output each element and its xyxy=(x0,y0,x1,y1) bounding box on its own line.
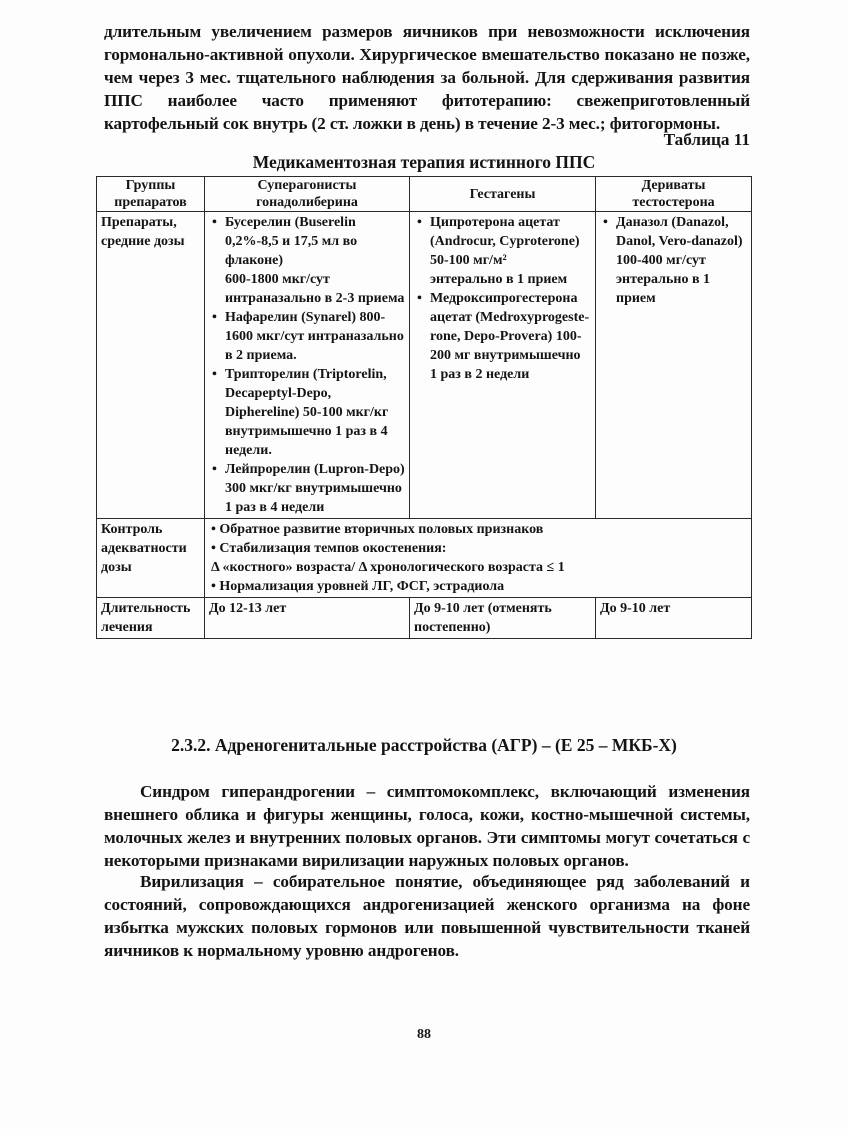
cell-gestagens xyxy=(410,212,596,519)
table-row-duration xyxy=(97,598,752,639)
duration-testosterone: До 9-10 лет xyxy=(596,598,752,639)
criterion-item: • Стабилизация темпов окостенения: xyxy=(211,541,447,556)
row-label-drugs: Препараты, средние дозы xyxy=(97,212,205,519)
drug-item-medroxyprogesterone: • Медроксипрогестерона ацетат (Medroxyprogeste-rone, Depo-Provera) 100-200 мг внутримышечно 1 раз в 2 недели xyxy=(414,289,591,384)
drug-item-cyproterone: • Ципротерона ацетат (Androcur, Cyproterone) 50-100 мг/м² энтерально в 1 прием xyxy=(414,213,591,289)
drug-item-leuprorelin: • Лейпрорелин (Lupron-Depo) 300 мкг/кг внутримышечно 1 раз в 4 недели xyxy=(209,460,405,517)
paragraph-virilization: Вирилизация – собирательное понятие, объединяющее ряд заболеваний и состояний, сопровождающихся андрогенизацией женского организма на фоне избытка мужских половых гормонов или повышенной чувствительности тканей яичников к нормальному уровню андрогенов. xyxy=(104,872,750,960)
drug-item-buserelin: • Бусерелин (Buserelin 0,2%-8,5 и 17,5 мл во флаконе) 600-1800 мкг/сут интраназально в 2-3 приема xyxy=(209,213,405,308)
section-heading: 2.3.2. Адреногенитальные расстройства (АГР) – (Е 25 – МКБ-Х) xyxy=(171,735,677,755)
paragraph-hyperandrogenism: Синдром гиперандрогении – симптомокомплекс, включающий изменения внешнего облика и фигуры женщины, голоса, кожи, костно-мышечной системы, молочных желез и внутренних половых органов. Эти симптомы могут сочетаться с некоторыми признаками вирилизации наружных половых органов. xyxy=(104,782,750,870)
drug-item-nafarelin: • Нафарелин (Synarel) 800-1600 мкг/сут интраназально в 2 приема. xyxy=(209,308,405,365)
header-gestagens: Гестагены xyxy=(410,177,596,212)
row-label-control: Контроль адекватности дозы xyxy=(97,519,205,598)
duration-gestagens: До 9-10 лет (отменять постепенно) xyxy=(410,598,596,639)
intro-paragraph: длительным увеличением размеров яичников при невозможности исключения гормонально-активной опухоли. Хирургическое вмешательство показано не позже, чем через 3 мес. тщательного наблюдения за больной. Для сдерживания развития ППС наиболее часто применяют фитотерапию: свежеприготовленный картофельный сок внутрь (2 ст. ложки в день) в течение 2-3 мес.; фитогормоны. xyxy=(104,22,750,133)
drug-therapy-table xyxy=(96,176,752,639)
criterion-item: • Обратное развитие вторичных половых признаков xyxy=(211,522,544,537)
table-title: Медикаментозная терапия истинного ППС xyxy=(252,152,596,172)
table-row-drugs xyxy=(97,212,752,519)
header-agonists: Суперагонисты гонадолиберина xyxy=(205,177,410,212)
cell-testosterone xyxy=(596,212,752,519)
criterion-formula: Δ «костного» возраста/ Δ хронологического возраста ≤ 1 xyxy=(211,560,565,575)
drug-item-danazol: • Даназол (Danazol, Danol, Vero-danazol) 100-400 мг/сут энтерально в 1 прием xyxy=(600,213,747,308)
header-testosterone: Дериваты тестостерона xyxy=(596,177,752,212)
drug-item-triptorelin: • Трипторелин (Triptorelin, Decapeptyl-Depo, Diphereline) 50-100 мкг/кг внутримышечно 1 раз в 4 недели. xyxy=(209,365,405,460)
page-number: 88 xyxy=(417,1027,431,1042)
duration-agonists: До 12-13 лет xyxy=(205,598,410,639)
table-header-row xyxy=(97,177,752,212)
table-label: Таблица 11 xyxy=(663,130,750,149)
header-groups: Группы препаратов xyxy=(97,177,205,212)
criterion-item: • Нормализация уровней ЛГ, ФСГ, эстрадиола xyxy=(211,579,505,594)
cell-control-criteria xyxy=(205,519,752,598)
cell-agonists xyxy=(205,212,410,519)
table-row-control xyxy=(97,519,752,598)
row-label-duration: Длительность лечения xyxy=(97,598,205,639)
